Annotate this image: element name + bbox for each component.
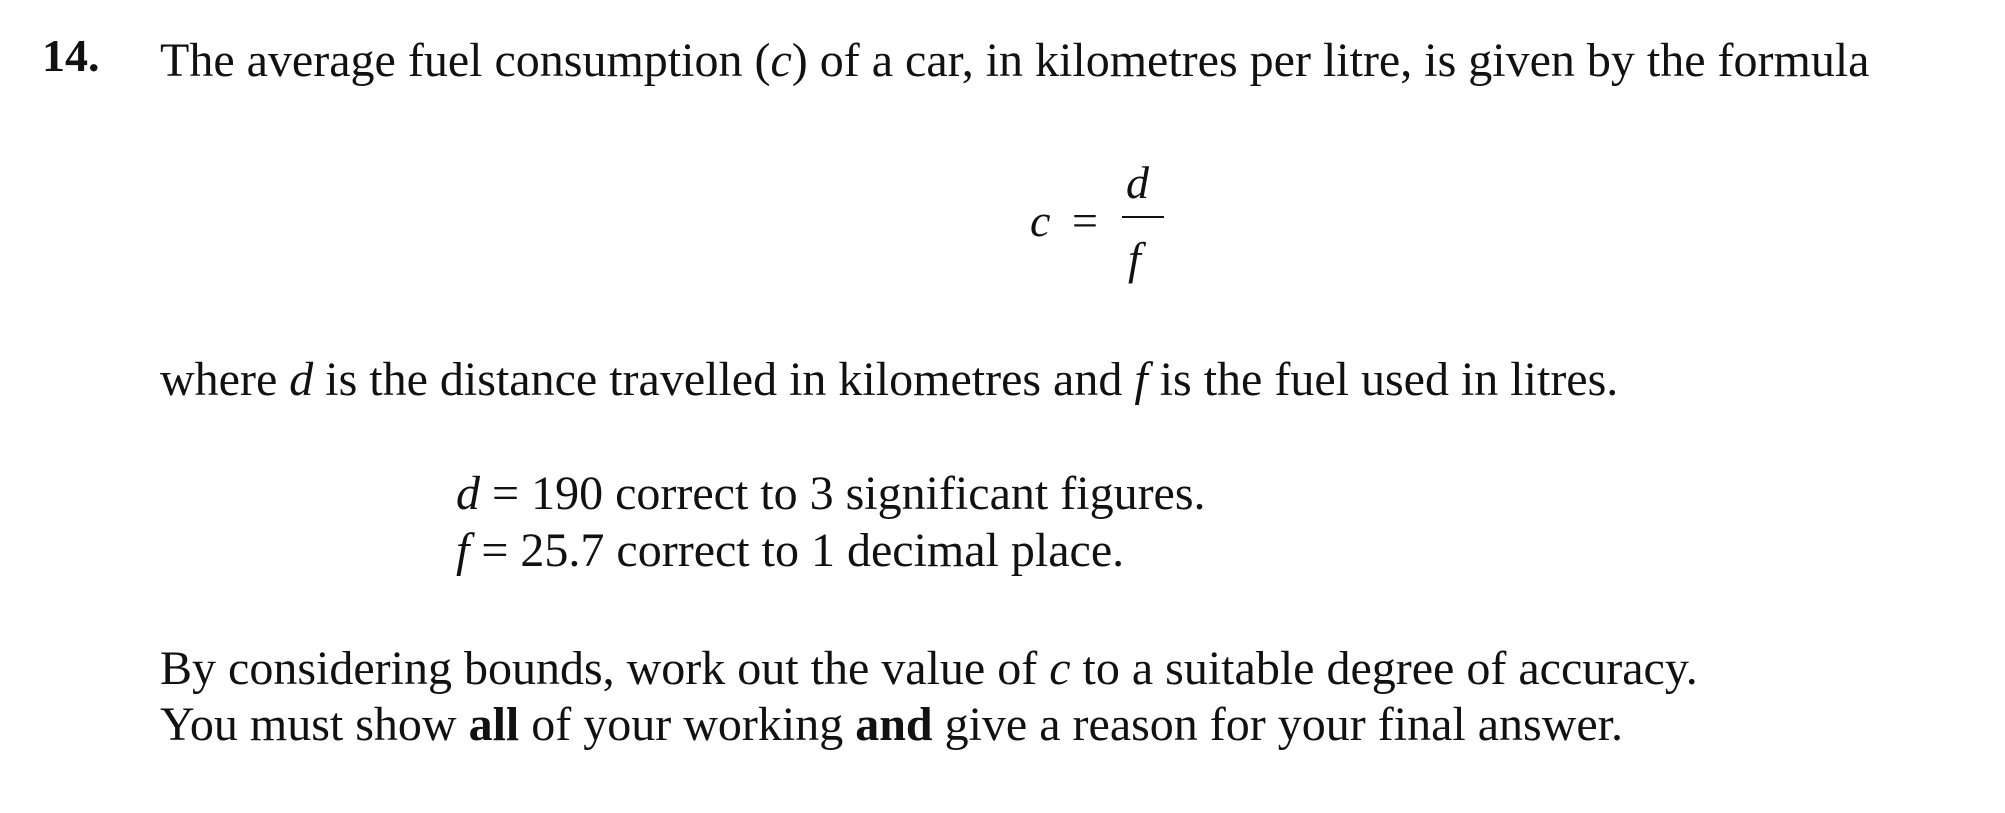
- task1-text-end: to a suitable degree of accuracy.: [1070, 642, 1698, 695]
- formula-numerator: d: [1126, 157, 1149, 208]
- given-d-var: d: [456, 467, 480, 520]
- where-prefix: where: [160, 353, 290, 406]
- fraction-bar: [1122, 216, 1164, 218]
- formula: [1030, 157, 1190, 290]
- variable-c: c: [770, 34, 792, 87]
- variable-f: f: [1134, 353, 1148, 406]
- task2-part3: give a reason for your final answer.: [932, 698, 1623, 751]
- task2-part1: You must show: [160, 698, 469, 751]
- intro-text-end: ) of a car, in kilometres per litre, is given by the formula: [791, 34, 1870, 87]
- task1-text-start: By considering bounds, work out the value of: [160, 642, 1050, 695]
- given-f-var: f: [456, 524, 470, 577]
- formula-equals: =: [1072, 195, 1098, 246]
- where-line: [160, 353, 1619, 406]
- given-f-text: = 25.7 correct to 1 decimal place.: [469, 524, 1125, 577]
- given-d-text: = 190 correct to 3 significant figures.: [480, 467, 1206, 520]
- task2-bold-and: and: [855, 698, 933, 751]
- given-f-line: [456, 524, 1125, 577]
- task2-part2: of your working: [519, 698, 856, 751]
- task-line-1: [160, 642, 1698, 695]
- task-line-2: [160, 698, 1623, 751]
- formula-denominator: f: [1128, 233, 1141, 284]
- variable-d: d: [289, 353, 314, 406]
- task1-variable-c: c: [1049, 642, 1071, 695]
- task2-bold-all: all: [468, 698, 520, 751]
- where-middle: is the distance travelled in kilometres and: [313, 353, 1135, 406]
- intro-text-start: The average fuel consumption (: [160, 34, 771, 87]
- question-number: 14.: [42, 30, 100, 81]
- formula-lhs: c: [1030, 195, 1051, 246]
- where-suffix: is the fuel used in litres.: [1147, 353, 1619, 406]
- given-d-line: [456, 467, 1206, 520]
- question-intro: [160, 34, 1870, 87]
